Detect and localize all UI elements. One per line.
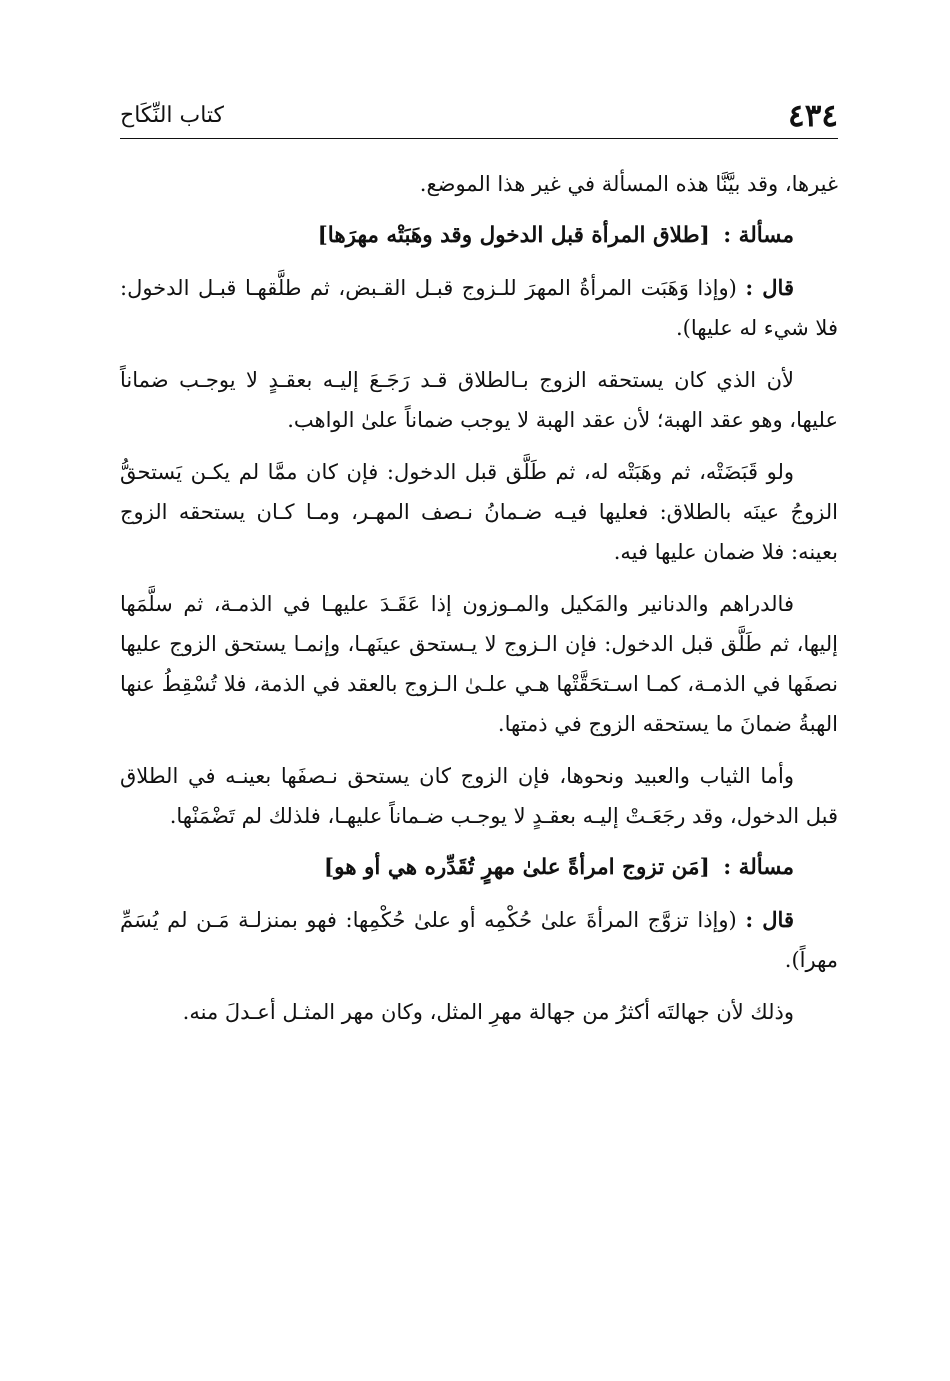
commentary-paragraph: لأن الذي كان يستحقه الزوج بـالطلاق قـد رَجَـعَ إليـه بعقـدٍ لا يوجـب ضماناً عليها، وهو عقد الهبة؛ لأن عقد الهبة لا يوجب ضماناً علىٰ الواهب. bbox=[120, 368, 838, 432]
quoted-text bbox=[120, 268, 838, 348]
issue-heading bbox=[120, 216, 838, 256]
book-page bbox=[120, 0, 838, 1381]
issue-label: مسألة : bbox=[723, 855, 794, 880]
paragraph-continued: غيرها، وقد بيَّنَّا هذه المسألة في غير هذا الموضع. bbox=[419, 172, 838, 196]
commentary-paragraph: وأما الثياب والعبيد ونحوها، فإن الزوج كان يستحق نـصفَها بعينـه في الطلاق قبل الدخول، وقد رجَعَـتْ إليـه بعقـدٍ لا يوجـب ضـماناً عليهـا، فلذلك لم تَضْمَنْها. bbox=[120, 764, 838, 828]
issue-label: مسألة : bbox=[723, 223, 794, 248]
issue-title: [مَن تزوج امرأةً علىٰ مهرٍ تُقَدِّره هي أو هو] bbox=[323, 855, 710, 880]
quoted-ruling: (وإذا وَهَبَت المرأةُ المهرَ للـزوج قبـل القـبض، ثم طلَّقهـا قبـل الدخول: فلا شيء له عليها). bbox=[120, 276, 838, 340]
page-content bbox=[120, 164, 838, 1044]
said-label: قال : bbox=[745, 907, 794, 932]
quoted-ruling: (وإذا تزوَّج المرأةَ علىٰ حُكْمِه أو علىٰ حُكْمِها: فهو بمنزلـة مَـن لم يُسَمِّ مهراً). bbox=[120, 908, 838, 972]
issue-heading bbox=[120, 848, 838, 888]
page-number: ٤٣٤ bbox=[788, 98, 838, 134]
page-header bbox=[120, 96, 838, 139]
book-title: كتاب النِّكَاح bbox=[120, 103, 225, 128]
commentary-paragraph: فالدراهم والدنانير والمَكيل والمـوزون إذا عَقَـدَ عليهـا في الذمـة، ثم سلَّمَها إليها، ثم طَلَّق قبل الدخول: فإن الـزوج لا يـستحق عينَهـا، وإنمـا يستحق الزوج عليها نصفَها في الذمـة، كمـا اسـتحَقَّتْها هـي علـىٰ الـزوج بالعقد في الذمة، فلا تُسْقِطُ عنها الهبةُ ضمانَ ما يستحقه الزوج في ذمتها. bbox=[120, 592, 838, 736]
commentary-paragraph: وذلك لأن جهالتَه أكثرُ من جهالة مهرِ المثل، وكان مهر المثـل أعـدلَ منه. bbox=[182, 1000, 794, 1024]
said-label: قال : bbox=[745, 275, 794, 300]
issue-title: [طلاق المرأة قبل الدخول وقد وهَبَتْه مهرَها] bbox=[317, 223, 710, 248]
quoted-text bbox=[120, 900, 838, 980]
commentary-paragraph: ولو قَبَضَتْه، ثم وهَبَتْه له، ثم طَلَّق قبل الدخول: فإن كان ممَّا لم يكـن يَستحقُّ الزوجُ عينَه بالطلاق: فعليها فيـه ضـمانُ نـصف المهـر، ومـا كـان يستحقه الزوج بعينه: فلا ضمان عليها فيه. bbox=[120, 460, 838, 564]
